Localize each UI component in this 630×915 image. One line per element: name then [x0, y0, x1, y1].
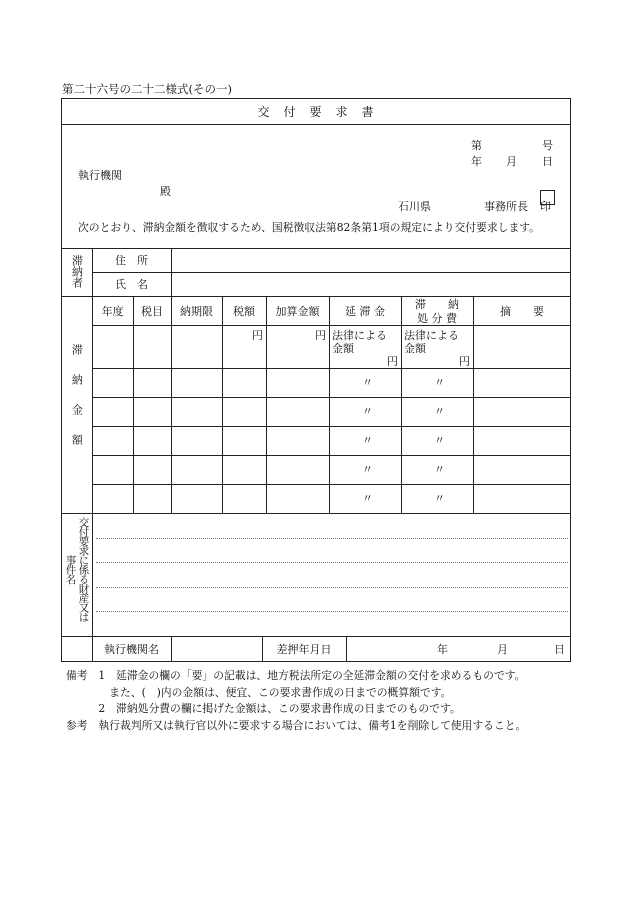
footer-divider — [346, 636, 347, 662]
taxpayer-divider — [61, 296, 571, 297]
ditto-mark: 〃 — [434, 463, 445, 476]
ditto-mark: 〃 — [362, 405, 373, 418]
header-tax-item: 税目 — [141, 305, 163, 318]
disposal-legal-line1: 法律による — [404, 329, 459, 342]
ditto-mark: 〃 — [362, 376, 373, 389]
arrears-row-divider — [92, 426, 571, 427]
arrears-header-divider — [92, 325, 571, 326]
tax-amount-yen: 円 — [252, 329, 263, 342]
ditto-mark: 〃 — [434, 405, 445, 418]
name-label: 氏 名 — [115, 278, 148, 291]
form-number-label: 第二十六号の二十二様式(その一) — [62, 82, 232, 96]
arrears-row-divider — [92, 397, 571, 398]
col-divider — [401, 296, 402, 513]
col-divider — [329, 296, 330, 513]
ditto-mark: 〃 — [362, 463, 373, 476]
property-dotted-line — [96, 587, 568, 588]
notes-block — [66, 668, 586, 734]
surcharge-yen: 円 — [315, 329, 326, 342]
seizure-year-label: 年 — [437, 643, 448, 656]
seal-label: 印 — [540, 200, 551, 213]
delinquency-yen: 円 — [387, 355, 398, 368]
statement-text: 次のとおり、滞納金額を徴収するため、国税徴収法第82条第1項の規定により交付要求します。 — [78, 221, 540, 234]
header-surcharge: 加算金額 — [275, 305, 320, 318]
disposal-legal-line2: 金額 — [404, 342, 426, 355]
arrears-row-divider — [92, 368, 571, 369]
arrears-row-divider — [92, 484, 571, 485]
note-line-4: 参考 執行裁判所又は執行官以外に要求する場合においては、備考1を削除して使用すること。 — [66, 718, 527, 732]
header-due-date: 納期限 — [180, 305, 213, 318]
form-frame — [61, 98, 571, 662]
delinquency-legal-line1: 法律による — [332, 329, 387, 342]
arrears-section-label-text: 滞納金額 — [70, 344, 84, 464]
header-disposal-line2: 処 分 費 — [417, 312, 457, 325]
col-divider — [266, 296, 267, 513]
header-divider — [61, 248, 571, 249]
address-label: 住 所 — [115, 254, 148, 267]
ditto-mark: 〃 — [434, 492, 445, 505]
gou-label: 号 — [542, 139, 553, 152]
property-section-label: 交付要求に係る財産又は事件名 — [64, 516, 90, 622]
year-label: 年 — [471, 155, 482, 168]
month-label: 月 — [506, 155, 517, 168]
taxpayer-section-label-text: 滞納者 — [70, 255, 84, 288]
ditto-mark: 〃 — [362, 434, 373, 447]
header-delinquency: 延 滞 金 — [345, 305, 385, 318]
note-line-3: 2 滞納処分費の欄に掲げた金額は、この要求書作成の日までのものです。 — [66, 702, 461, 715]
document-title: 交 付 要 求 書 — [257, 105, 375, 119]
header-disposal-line1: 滞 納 — [415, 298, 459, 311]
header-remarks: 摘 要 — [500, 305, 544, 318]
taxpayer-section-label — [61, 255, 92, 291]
footer-divider — [171, 636, 172, 662]
header-year: 年度 — [101, 305, 124, 318]
col-divider — [133, 296, 134, 513]
executing-agency-label: 執行機関 — [78, 169, 122, 182]
seizure-month-label: 月 — [497, 643, 508, 656]
day-label: 日 — [542, 155, 553, 168]
property-dotted-line — [96, 562, 568, 563]
taxpayer-value-divider — [171, 248, 172, 296]
address-divider — [92, 272, 571, 273]
arrears-row-divider — [92, 455, 571, 456]
ditto-mark: 〃 — [434, 434, 445, 447]
col-divider — [473, 296, 474, 513]
seizure-date-label: 差押年月日 — [276, 643, 332, 656]
disposal-yen: 円 — [459, 355, 470, 368]
note-line-2: また、( )内の金額は、便宜、この要求書作成の日までの概算額です。 — [66, 685, 452, 699]
dono-label: 殿 — [160, 185, 171, 198]
delinquency-legal-line2: 金額 — [332, 342, 354, 355]
note-line-1: 備考 1 延滞金の欄の「要」の記載は、地方税法所定の全延滞金額の交付を求めるものです。 — [66, 669, 526, 682]
property-section-label-box — [61, 516, 92, 634]
property-bottom-divider — [61, 636, 571, 637]
office-chief-label: 事務所長 — [484, 200, 528, 213]
prefecture-label: 石川県 — [398, 200, 431, 213]
property-dotted-line — [96, 538, 568, 539]
property-dotted-line — [96, 611, 568, 612]
arrears-section-label — [61, 344, 92, 468]
agency-name-label: 執行機関名 — [104, 643, 159, 656]
col-divider — [222, 296, 223, 513]
title-divider — [61, 124, 571, 125]
arrears-bottom-divider — [61, 513, 571, 514]
ditto-mark: 〃 — [362, 492, 373, 505]
col-divider — [171, 296, 172, 513]
ditto-mark: 〃 — [434, 376, 445, 389]
seizure-day-label: 日 — [554, 643, 565, 656]
header-tax-amount: 税額 — [233, 305, 255, 318]
dai-label: 第 — [471, 139, 482, 152]
